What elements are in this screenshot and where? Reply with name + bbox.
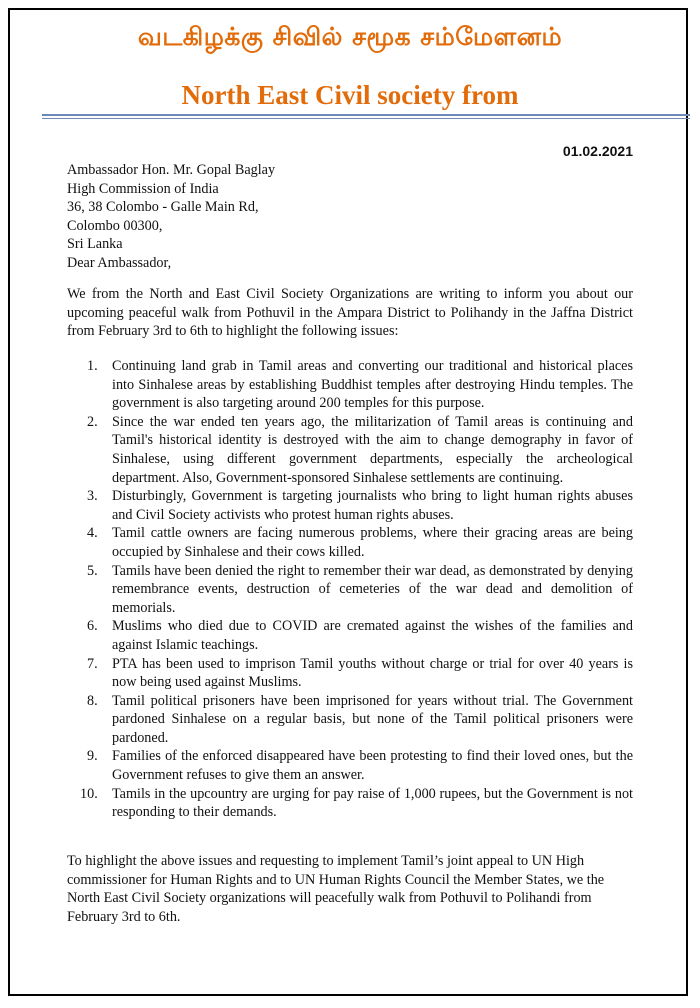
list-item <box>67 524 633 561</box>
list-item <box>67 413 633 487</box>
address-line: Ambassador Hon. Mr. Gopal Baglay <box>67 162 276 178</box>
item-text: Continuing land grab in Tamil areas and converting our traditional and historical places into Sinhalese areas by establishing Buddhist temples after destroying Hindu temples. The government is also targeting around 200 temples for this purpose. <box>112 358 633 412</box>
tamil-org-title: வடகிழக்கு சிவில் சமூக சம்மேளனம் <box>137 22 563 51</box>
list-item <box>67 357 633 413</box>
item-text: PTA has been used to imprison Tamil youths without charge or trial for over 40 years is now being used against Muslims. <box>112 655 633 691</box>
item-number: 2. <box>87 413 98 430</box>
item-number: 8. <box>87 692 98 709</box>
header-rule-thin <box>42 118 690 119</box>
list-item <box>67 785 633 822</box>
item-text: Since the war ended ten years ago, the militarization of Tamil areas is continuing and Tamil's historical identity is destroyed with the aim to change demography in favor of Sinhalese, using different government departments, especially the archeological department. Also, Government-sponsored Sinhalese settlements are continuing. <box>112 413 633 486</box>
item-text: Tamils in the upcountry are urging for pay raise of 1,000 rupees, but the Government is not responding to their demands. <box>112 785 633 821</box>
address-line: 36, 38 Colombo - Galle Main Rd, <box>67 199 259 216</box>
item-number: 9. <box>87 748 98 765</box>
list-item <box>67 487 633 524</box>
recipient-address <box>67 161 275 273</box>
item-number: 3. <box>87 488 98 505</box>
item-text: Tamil political prisoners have been imprisoned for years without trial. The Government pardoned Sinhalese on a regular basis, but none of the Tamil political prisoners were pardoned. <box>112 692 633 746</box>
list-item <box>67 655 633 692</box>
item-text: Tamil cattle owners are facing numerous problems, where their gracing areas are being occupied by Sinhalese and their cows killed. <box>112 525 633 560</box>
item-number: 6. <box>87 618 98 635</box>
item-text: Families of the enforced disappeared have been protesting to find their loved ones, but the Government refuses to give them an answer. <box>112 748 633 784</box>
address-line: Sri Lanka <box>67 236 123 253</box>
item-number: 5. <box>87 562 98 579</box>
address-line: Colombo 00300, <box>67 217 163 234</box>
closing-paragraph: To highlight the above issues and requesting to implement Tamil’s joint appeal to UN High commissioner for Human Rights and to UN Human Rights Council the Member States, we the North East Civil Society organizations will peacefully walk from Pothuvil to Polihandi from February 3rd to 6th. <box>67 853 605 925</box>
item-number: 4. <box>87 525 98 542</box>
list-item <box>67 747 633 784</box>
intro-paragraph: We from the North and East Civil Society Organizations are writing to inform you about our upcoming peaceful walk from Pothuvil in the Ampara District to Polihandy in the Jaffna District from February 3rd to 6th to highlight the following issues: <box>67 286 633 340</box>
list-item <box>67 562 633 618</box>
item-text: Tamils have been denied the right to remember their war dead, as demonstrated by denying remembrance events, destruction of cemeteries of the war dead and demolition of memorials. <box>112 562 633 616</box>
letter-date: 01.02.2021 <box>562 143 633 159</box>
item-number: 10. <box>80 785 98 802</box>
list-item <box>67 617 633 654</box>
item-number: 1. <box>87 358 98 374</box>
item-number: 7. <box>87 655 98 672</box>
salutation: Dear Ambassador, <box>67 254 172 271</box>
header-rule <box>42 114 690 116</box>
english-org-title: North East Civil society from <box>181 80 519 110</box>
issues-list <box>67 357 633 822</box>
item-text: Disturbingly, Government is targeting journalists who bring to light human rights abuses and Civil Society activists who protest human rights abuses. <box>112 488 633 523</box>
list-item <box>67 692 633 748</box>
address-line: High Commission of India <box>67 180 219 197</box>
item-text: Muslims who died due to COVID are cremated against the wishes of the families and against Islamic teachings. <box>112 618 633 653</box>
